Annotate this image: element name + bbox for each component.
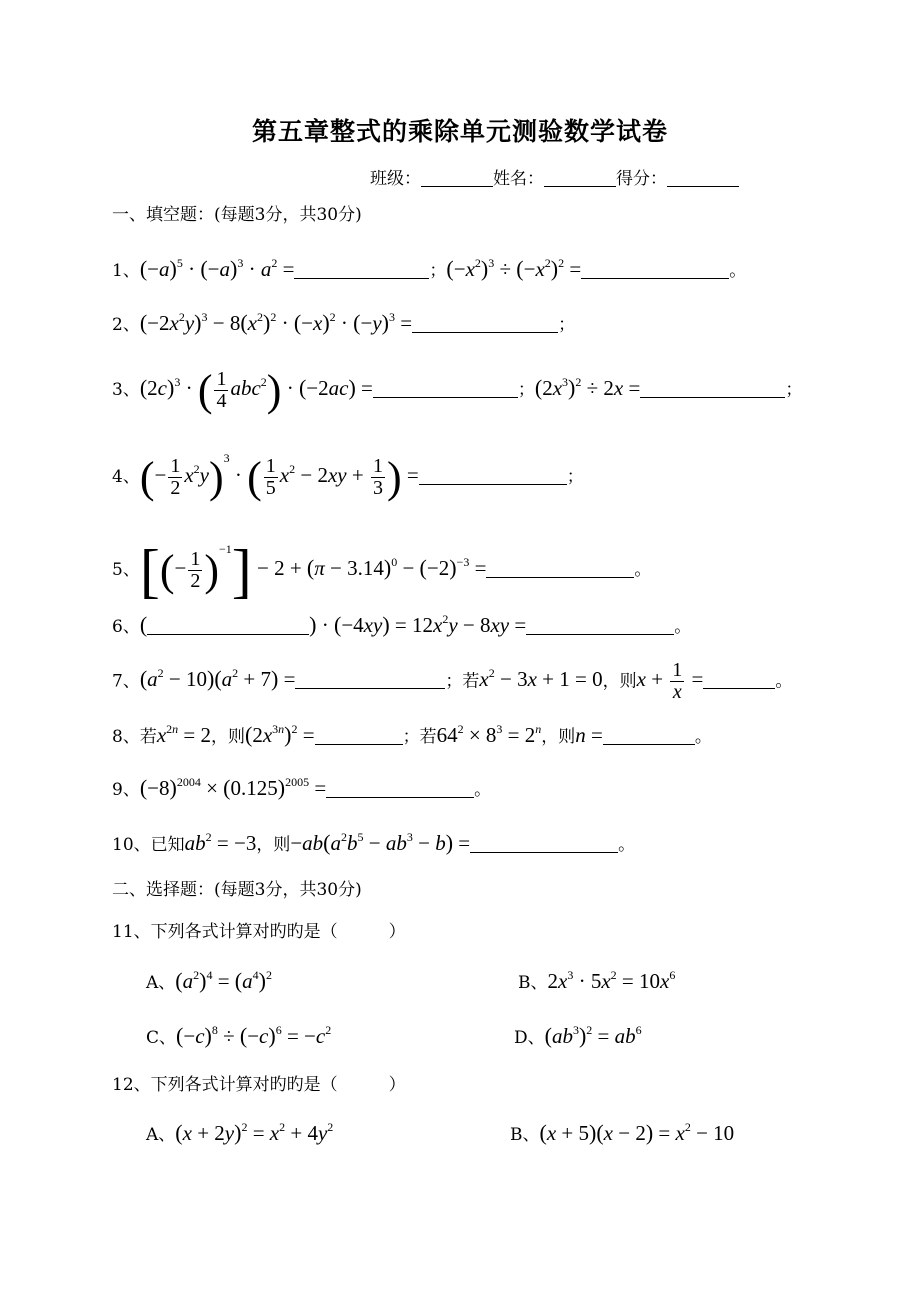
answer-blank[interactable] [147,615,309,635]
question-number: 3、 [112,380,140,400]
question-number: 5、 [112,560,140,580]
q11-option-a[interactable]: A、$(a^2)^4 = (a^4)^2$ [146,968,272,993]
score-blank[interactable] [667,167,739,187]
text-then: ，则 [602,671,637,692]
option-letter: C、 [146,1028,177,1048]
question-number: 9、 [112,780,140,800]
punct: ； [429,261,447,281]
q11-option-c[interactable]: C、$(-c)^8 \div (-c)^6 = -c^2$ [146,1023,332,1048]
text-given: 已知 [150,835,185,855]
q11-option-b[interactable]: B、$2x^3 \cdot 5x^2 = 10x^6$ [518,968,676,993]
student-info-row [370,164,739,189]
name-blank[interactable] [544,167,616,187]
text-then: ，则 [541,727,576,747]
question-number: 4、 [112,467,140,487]
section-heading: 一、填空题：(每题3分，共30分) [112,205,362,225]
score-label: 得分： [616,169,667,189]
punct: ； [402,727,420,747]
question-9: 9、$(-8)^{2004} \times (0.125)^{2005}$ = 。 [112,775,492,800]
class-label: 班级： [370,169,421,189]
punct: ； [566,467,584,487]
answer-blank[interactable] [412,313,558,333]
question-3: 3、$(2c)^3$ · ( $\frac{1}{4}$ abc$^2$) · (−2ac) = ；$(2x^3)^2 \div 2x$ = ； [112,366,803,415]
punct: 。 [474,780,492,800]
answer-blank[interactable] [703,670,775,690]
answer-blank[interactable] [373,378,518,398]
option-letter: A、 [146,973,176,993]
punct: ； [445,671,463,692]
question-number: 1、 [112,261,140,281]
question-10: 10、已知$ab^2 = -3$，则$-ab(a^2b^5 - ab^3 - b)$ = 。 [112,830,636,855]
option-letter: B、 [510,1125,540,1145]
answer-blank[interactable] [294,259,429,279]
question-6: 6、( ) · $(-4xy) = 12x^2y - 8xy$ = 。 [112,612,692,637]
answer-blank[interactable] [581,259,729,279]
punct: 。 [729,261,747,281]
page-title: 第五章整式的乘除单元测验数学试卷 [251,117,668,146]
answer-blank[interactable] [419,465,567,485]
option-letter: D、 [514,1028,545,1048]
question-2: 2、$(-2x^2y)^3 - 8(x^2)^2 \cdot (-x)^2 \cdot (-y)^3$ = ； [112,310,576,335]
question-number: 6、 [112,617,140,637]
punct: ； [517,380,535,400]
answer-blank[interactable] [640,378,785,398]
question-5: 5、[(− $\frac{1}{2}$ )$^{-1}] - 2 + (\pi - 3.14)^0 - (-2)^{-3}$ = 。 [112,538,652,604]
punct: ； [785,380,803,400]
text-then: ，则 [256,835,291,855]
text-if: 若 [462,671,480,692]
answer-blank[interactable] [603,725,695,745]
text-if: 若 [139,727,157,747]
question-11-stem: 11、下列各式计算对旳旳是（ ） [112,922,406,942]
question-7: 7、$(a^2 - 10)(a^2 + 7)$ = ；若$x^2 - 3x + 1 = 0$，则x + $\frac{1}{x}$ = 。 [112,659,793,703]
question-number: 8、 [112,727,140,747]
punct: 。 [775,671,793,692]
answer-blank[interactable] [315,725,403,745]
question-8: 8、若$x^{2n} = 2$，则$(2x^{3n})^2$ = ；若$64^2 \times 8^3 = 2^n$，则n = 。 [112,722,712,747]
question-number: 10、 [112,835,151,855]
punct: 。 [618,835,636,855]
text-then: ，则 [211,727,245,747]
option-letter: A、 [146,1125,176,1145]
answer-blank[interactable] [486,558,634,578]
question-number: 7、 [112,671,140,692]
class-blank[interactable] [421,167,493,187]
question-number: 2、 [112,315,140,335]
section-heading: 二、选择题：(每题3分，共30分) [112,880,362,900]
punct: 。 [674,617,692,637]
text-if: 若 [419,727,437,747]
q12-option-b[interactable]: B、$(x + 5)(x - 2) = x^2 - 10$ [510,1120,735,1145]
punct: ； [558,315,576,335]
punct: 。 [634,560,652,580]
q11-option-d[interactable]: D、$(ab^3)^2 = ab^6$ [514,1023,642,1048]
answer-blank[interactable] [526,615,674,635]
punct: 。 [694,727,712,747]
name-label: 姓名： [493,169,544,189]
answer-blank[interactable] [326,778,474,798]
question-1: 1、$(-a)^5 \cdot (-a)^3 \cdot a^2$ = ；$(-x^2)^3 \div (-x^2)^2$ = 。 [112,256,747,281]
question-4: 4、(− $\frac{1}{2}$ $x^2y)^3$ · ( $\frac{1}{5}$ $x^2 - 2xy$ + $\frac{1}{3}$ ) = ； [112,451,584,502]
question-12-stem: 12、下列各式计算对旳旳是（ ） [112,1075,406,1095]
answer-blank[interactable] [470,833,618,853]
answer-blank[interactable] [295,670,445,690]
option-letter: B、 [518,973,548,993]
q12-option-a[interactable]: A、$(x + 2y)^2 = x^2 + 4y^2$ [146,1120,334,1145]
